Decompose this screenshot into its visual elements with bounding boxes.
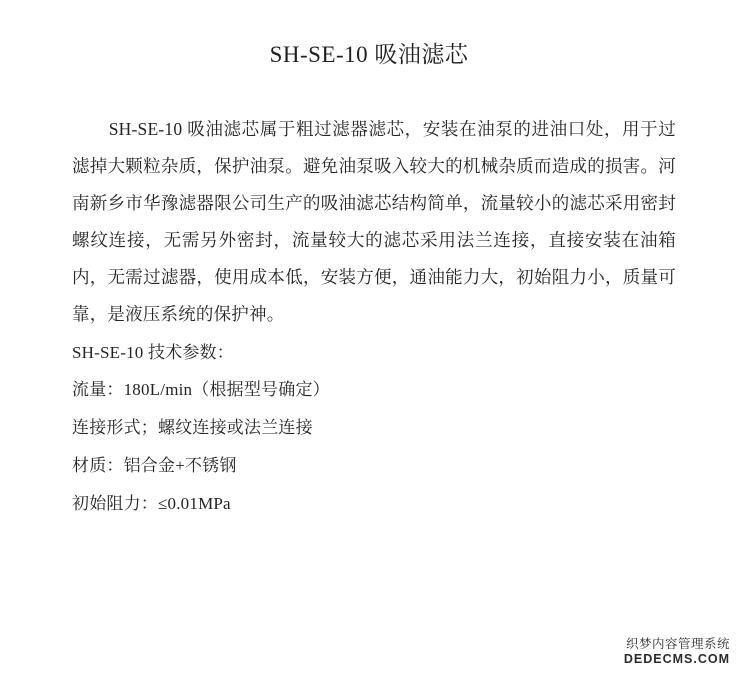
document-body [0, 69, 738, 523]
spec-item-initial-resistance: 初始阻力：≤0.01MPa [72, 494, 231, 513]
footer-watermark-en: DEDECMS.COM [623, 652, 730, 667]
intro-paragraph: SH-SE-10 吸油滤芯属于粗过滤器滤芯，安装在油泵的进油口处，用于过滤掉大颗粒杂质，保护油泵。避免油泵吸入较大的机械杂质而造成的损害。河南新乡市华豫滤器限公司生产的吸油滤芯结构简单，流量较小的滤芯采用密封螺纹连接，无需另外密封，流量较大的滤芯采用法兰连接，直接安装在油箱内，无需过滤器，使用成本低，安装方便，通油能力大，初始阻力小，质量可靠，是液压系统的保护神。 [72, 119, 676, 324]
spec-item-material: 材质：铝合金+不锈钢 [72, 456, 237, 475]
footer-watermark [624, 637, 730, 668]
footer-watermark-cn: 织梦内容管理系统 [625, 636, 730, 651]
spec-item-flow: 流量：180L/min（根据型号确定） [72, 380, 330, 399]
spec-heading: SH-SE-10 技术参数： [72, 343, 234, 362]
spec-item-connection: 连接形式；螺纹连接或法兰连接 [72, 418, 313, 437]
page-title: SH-SE-10 吸油滤芯 [269, 42, 469, 67]
